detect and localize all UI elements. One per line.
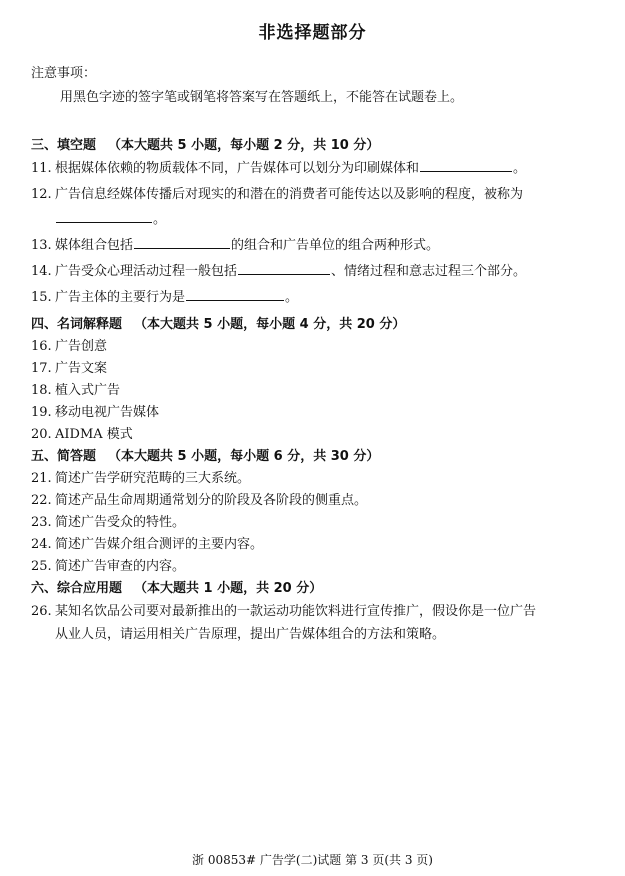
- section-title: 三、填空题: [31, 138, 97, 153]
- section-short-answer: [31, 445, 379, 464]
- question-26: [31, 600, 536, 619]
- question-24: [31, 533, 263, 552]
- page-title: 非选择题部分: [258, 23, 367, 43]
- question-text: AIDMA 模式: [55, 427, 133, 442]
- question-12: [31, 183, 523, 202]
- question-18: [31, 379, 120, 398]
- question-text: 移动电视广告媒体: [55, 405, 160, 420]
- question-text: 广告信息经媒体传播后对现实的和潜在的消费者可能传达以及影响的程度，被称为: [55, 187, 524, 202]
- question-text: 广告受众心理活动过程一般包括: [55, 264, 238, 279]
- section-note: （本大题共 5 小题，每小题 6 分，共 30 分）: [108, 449, 380, 464]
- question-21: [31, 467, 250, 486]
- question-text-end: 从业人员，请运用相关广告原理，提出广告媒体组合的方法和策略。: [55, 627, 446, 642]
- question-22: [31, 489, 367, 508]
- question-text: 某知名饮品公司要对最新推出的一款运动功能饮料进行宣传推广，假设你是一位广告: [55, 604, 537, 619]
- question-25: [31, 555, 185, 574]
- page-footer: 浙 00853# 广告学(二)试题 第 3 页(共 3 页): [192, 853, 433, 867]
- question-text: 广告创意: [55, 339, 108, 354]
- section-note: （本大题共 5 小题，每小题 4 分，共 20 分）: [134, 317, 406, 332]
- question-17: [31, 357, 107, 376]
- question-number: 19.: [31, 405, 52, 420]
- question-13: [31, 234, 439, 253]
- question-number: 20.: [31, 427, 52, 442]
- question-text-end: 。: [285, 290, 299, 305]
- section-title: 五、简答题: [31, 449, 97, 464]
- section-fill-in: [31, 134, 379, 153]
- question-text-end: 。: [153, 212, 167, 227]
- section-note: （本大题共 5 小题，每小题 2 分，共 10 分）: [108, 138, 380, 153]
- notice-label: 注意事项：: [31, 66, 97, 81]
- section-term-definition: [31, 313, 405, 332]
- question-text: 简述广告媒介组合测评的主要内容。: [55, 537, 264, 552]
- question-text: 媒体组合包括: [55, 238, 134, 253]
- question-text: 植入式广告: [55, 383, 121, 398]
- question-number: 12.: [31, 187, 52, 202]
- question-number: 24.: [31, 537, 52, 552]
- answer-blank: [420, 159, 512, 172]
- question-text-end: 。: [513, 161, 527, 176]
- question-text: 简述广告审查的内容。: [55, 559, 186, 574]
- question-number: 26.: [31, 604, 52, 619]
- question-11: [31, 157, 526, 176]
- question-26-continuation: [55, 623, 445, 642]
- question-text-end: 的组合和广告单位的组合两种形式。: [231, 238, 440, 253]
- question-text: 简述广告学研究范畴的三大系统。: [55, 471, 251, 486]
- question-number: 18.: [31, 383, 52, 398]
- question-23: [31, 511, 185, 530]
- answer-blank: [186, 288, 284, 301]
- question-16: [31, 335, 107, 354]
- answer-blank: [238, 262, 330, 275]
- question-text: 根据媒体依赖的物质载体不同，广告媒体可以划分为印刷媒体和: [55, 161, 420, 176]
- question-number: 25.: [31, 559, 52, 574]
- question-number: 17.: [31, 361, 52, 376]
- question-number: 23.: [31, 515, 52, 530]
- section-title: 六、综合应用题: [31, 581, 123, 596]
- question-text: 广告文案: [55, 361, 108, 376]
- question-20: [31, 423, 133, 442]
- question-12-continuation: [55, 208, 166, 227]
- question-number: 16.: [31, 339, 52, 354]
- question-text: 简述广告受众的特性。: [55, 515, 186, 530]
- notice-text: 用黑色字迹的签字笔或钢笔将答案写在答题纸上，不能答在试题卷上。: [60, 90, 464, 105]
- question-15: [31, 286, 298, 305]
- question-number: 13.: [31, 238, 52, 253]
- question-number: 22.: [31, 493, 52, 508]
- section-title: 四、名词解释题: [31, 317, 123, 332]
- question-text: 简述产品生命周期通常划分的阶段及各阶段的侧重点。: [55, 493, 368, 508]
- question-number: 15.: [31, 290, 52, 305]
- section-comprehensive: [31, 577, 322, 596]
- question-text-end: 、情绪过程和意志过程三个部分。: [331, 264, 527, 279]
- answer-blank: [56, 210, 152, 223]
- answer-blank: [134, 236, 230, 249]
- question-19: [31, 401, 159, 420]
- question-number: 11.: [31, 161, 52, 176]
- question-text: 广告主体的主要行为是: [55, 290, 186, 305]
- question-14: [31, 260, 526, 279]
- question-number: 14.: [31, 264, 52, 279]
- question-number: 21.: [31, 471, 52, 486]
- section-note: （本大题共 1 小题，共 20 分）: [134, 581, 323, 596]
